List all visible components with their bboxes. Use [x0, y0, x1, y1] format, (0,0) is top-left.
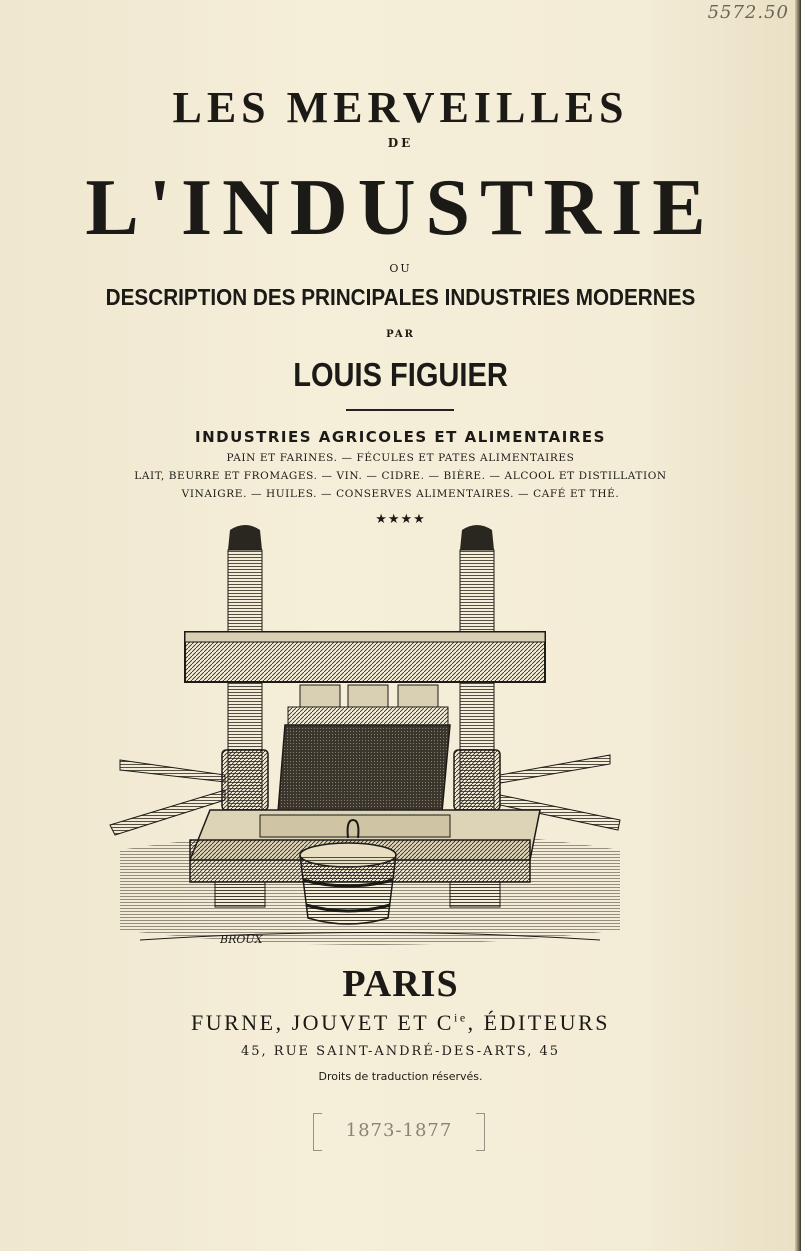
- address: 45, RUE SAINT-ANDRÉ-DES-ARTS, 45: [240, 1044, 561, 1059]
- subtitle: DESCRIPTION DES PRINCIPALES INDUSTRIES MODERNES: [105, 284, 696, 310]
- contents-line: PAIN ET FARINES. — FÉCULES ET PATES ALIMENTAIRES: [226, 452, 575, 464]
- publisher: [0, 1010, 801, 1036]
- shelfmark: 5572.50: [707, 2, 789, 23]
- title-line-2: L'INDUSTRIE: [85, 164, 716, 252]
- author-name: LOUIS FIGUIER: [293, 356, 508, 393]
- title-de: DE: [387, 136, 414, 150]
- left-screw: [228, 525, 262, 635]
- volume-stars: ★★★★: [375, 512, 426, 527]
- right-screw: [460, 525, 494, 635]
- rights-notice: Droits de traduction réservés.: [318, 1070, 483, 1083]
- city: PARIS: [342, 963, 459, 1005]
- wine-press-engraving: [100, 520, 640, 960]
- publisher-sup: ie: [453, 1010, 468, 1025]
- divider-rule: [346, 409, 454, 411]
- contents-line: VINAIGRE. — HUILES. — CONSERVES ALIMENTAIRES. — CAFÉ ET THÉ.: [181, 488, 620, 500]
- publisher-role: , ÉDITEURS: [467, 1010, 610, 1035]
- publisher-name: FURNE, JOUVET ET C: [191, 1010, 454, 1035]
- contents-line: LAIT, BEURRE ET FROMAGES. — VIN. — CIDRE. — BIÈRE. — ALCOOL ET DISTILLATION: [134, 470, 667, 482]
- title-line-1: LES MERVEILLES: [172, 83, 629, 132]
- title-ou: OU: [389, 262, 412, 275]
- library-mark: 1873-1877: [313, 1113, 485, 1149]
- par-label: PAR: [386, 329, 415, 340]
- series-title: INDUSTRIES AGRICOLES ET ALIMENTAIRES: [195, 428, 606, 446]
- engraving-signature: BROUX: [220, 933, 263, 946]
